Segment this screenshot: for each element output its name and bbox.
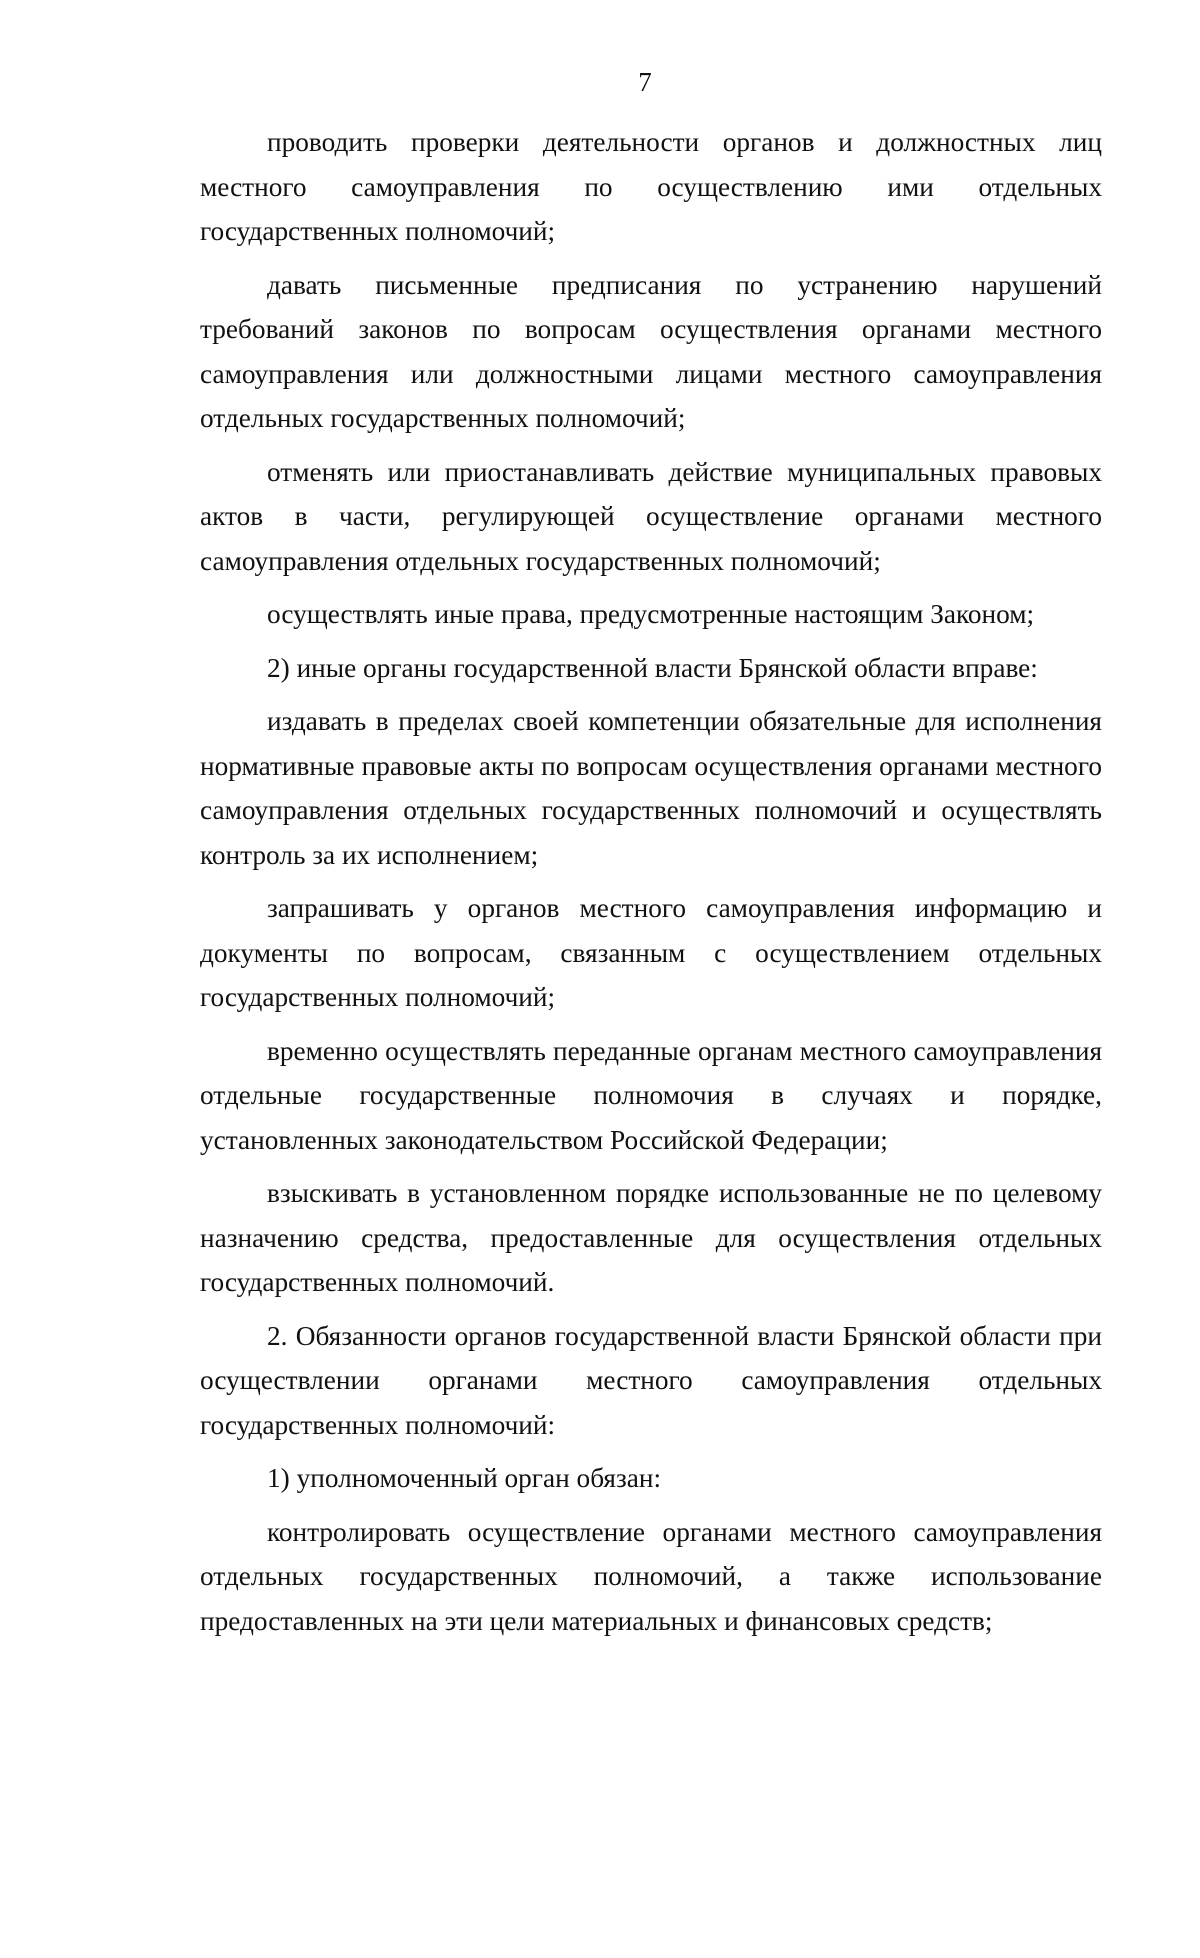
paragraph-other-bodies-heading: 2) иные органы государственной власти Брянской области вправе: [267, 652, 1038, 683]
paragraph-written-orders: давать письменные предписания по устранению нарушений требований законов по вопросам осуществления органами местного самоуправления или должностными лицами местного самоуправления отдельных государственных полномочий; [200, 269, 1102, 433]
paragraph-authorized-body: 1) уполномоченный орган обязан: [267, 1463, 662, 1493]
page-number: 7 [638, 67, 652, 97]
paragraph-inspections: проводить проверки деятельности органов и должностных лиц местного самоуправления по осуществлению ими отдельных государственных полномочий; [200, 127, 1102, 246]
paragraph-other-rights: осуществлять иные права, предусмотренные настоящим Законом; [267, 599, 1035, 629]
paragraph-temporary-exercise: временно осуществлять переданные органам местного самоуправления отдельные государственные полномочия в случаях и порядке, установленных законодательством Российской Федерации; [200, 1035, 1102, 1155]
paragraph-control-use: контролировать осуществление органами местного самоуправления отдельных государственных полномочий, а также использование предоставленных на эти цели материальных и финансовых средств; [200, 1516, 1102, 1636]
paragraph-duties-heading: 2. Обязанности органов государственной власти Брянской области при осуществлении органами местного самоуправления отдельных государственных полномочий: [200, 1320, 1102, 1440]
paragraph-recover-funds: взыскивать в установленном порядке использованные не по целевому назначению средства, предоставленные для осуществления отдельных государственных полномочий. [200, 1178, 1102, 1297]
paragraph-cancel-acts: отменять или приостанавливать действие муниципальных правовых актов в части, регулирующей осуществление органами местного самоуправления отдельных государственных полномочий; [200, 456, 1102, 576]
document-body [200, 120, 1102, 1652]
paragraph-request-info: запрашивать у органов местного самоуправления информацию и документы по вопросам, связанным с осуществлением отдельных государственных полномочий; [200, 893, 1102, 1012]
paragraph-issue-acts: издавать в пределах своей компетенции обязательные для исполнения нормативные правовые акты по вопросам осуществления органами местного самоуправления отдельных государственных полномочий и осуществлять контроль за их исполнением; [200, 706, 1102, 870]
